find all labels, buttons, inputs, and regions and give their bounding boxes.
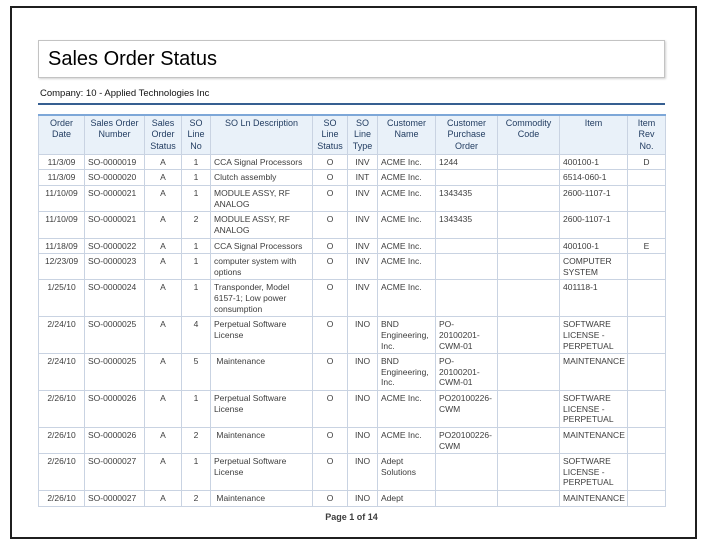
table-cell: ACME Inc. bbox=[378, 280, 436, 317]
table-cell: ACME Inc. bbox=[378, 391, 436, 428]
table-cell: A bbox=[145, 491, 182, 507]
column-header: SO Line Type bbox=[348, 115, 378, 154]
table-cell: O bbox=[313, 186, 348, 212]
table-cell: 2/24/10 bbox=[39, 317, 85, 354]
table-cell bbox=[498, 427, 560, 453]
table-cell: SOFTWARE LICENSE - PERPETUAL bbox=[560, 317, 628, 354]
table-row bbox=[39, 317, 666, 354]
table-cell: 1 bbox=[182, 280, 211, 317]
table-cell bbox=[628, 354, 666, 391]
table-cell: INV bbox=[348, 212, 378, 238]
page-title: Sales Order Status bbox=[48, 48, 217, 70]
table-cell: SO-0000025 bbox=[85, 317, 145, 354]
page-number: Page 1 of 14 bbox=[325, 511, 378, 522]
table-cell bbox=[498, 280, 560, 317]
table-cell: A bbox=[145, 154, 182, 170]
table-cell: SO-0000027 bbox=[85, 454, 145, 491]
table-cell: A bbox=[145, 280, 182, 317]
table-row bbox=[39, 212, 666, 238]
table-cell bbox=[498, 317, 560, 354]
table-cell: PO-20100201-CWM-01 bbox=[436, 354, 498, 391]
table-cell: ACME Inc. bbox=[378, 186, 436, 212]
company-header: Company: 10 - Applied Technologies Inc bbox=[38, 86, 665, 105]
column-header: SO Ln Description bbox=[211, 115, 313, 154]
column-header: Order Date bbox=[39, 115, 85, 154]
table-cell: 2600-1107-1 bbox=[560, 212, 628, 238]
table-cell: BND Engineering, Inc. bbox=[378, 317, 436, 354]
table-cell: O bbox=[313, 391, 348, 428]
report-page bbox=[10, 6, 697, 539]
table-cell: 1 bbox=[182, 154, 211, 170]
table-cell: 2/26/10 bbox=[39, 454, 85, 491]
table-cell: computer system with options bbox=[211, 254, 313, 280]
table-cell: 400100-1 bbox=[560, 238, 628, 254]
table-cell: Clutch assembly bbox=[211, 170, 313, 186]
table-cell: SOFTWARE LICENSE - PERPETUAL bbox=[560, 391, 628, 428]
table-cell: O bbox=[313, 238, 348, 254]
table-cell bbox=[498, 238, 560, 254]
table-cell: Maintenance bbox=[211, 354, 313, 391]
report-content bbox=[38, 40, 665, 522]
table-cell: MODULE ASSY, RF ANALOG bbox=[211, 186, 313, 212]
table-cell: CCA Signal Processors bbox=[211, 238, 313, 254]
table-cell bbox=[498, 212, 560, 238]
table-cell: ACME Inc. bbox=[378, 170, 436, 186]
table-row bbox=[39, 254, 666, 280]
table-cell: Perpetual Software License bbox=[211, 391, 313, 428]
table-cell: INV bbox=[348, 238, 378, 254]
table-cell: INO bbox=[348, 391, 378, 428]
table-cell: MAINTENANCE bbox=[560, 491, 628, 507]
table-header-row bbox=[39, 115, 666, 154]
table-cell: 11/18/09 bbox=[39, 238, 85, 254]
table-cell: 2/24/10 bbox=[39, 354, 85, 391]
table-cell: INO bbox=[348, 317, 378, 354]
table-cell: ACME Inc. bbox=[378, 154, 436, 170]
table-row bbox=[39, 427, 666, 453]
table-cell: 4 bbox=[182, 317, 211, 354]
table-cell: A bbox=[145, 254, 182, 280]
table-cell: A bbox=[145, 212, 182, 238]
column-header: Customer Name bbox=[378, 115, 436, 154]
table-cell: SO-0000021 bbox=[85, 186, 145, 212]
table-cell: O bbox=[313, 212, 348, 238]
column-header: SO Line Status bbox=[313, 115, 348, 154]
table-cell bbox=[628, 427, 666, 453]
table-cell: Perpetual Software License bbox=[211, 454, 313, 491]
table-cell bbox=[628, 454, 666, 491]
table-row bbox=[39, 391, 666, 428]
table-cell: SO-0000022 bbox=[85, 238, 145, 254]
table-cell: 1343435 bbox=[436, 186, 498, 212]
table-cell: SOFTWARE LICENSE - PERPETUAL bbox=[560, 454, 628, 491]
table-row bbox=[39, 186, 666, 212]
table-cell: MODULE ASSY, RF ANALOG bbox=[211, 212, 313, 238]
table-cell: ACME Inc. bbox=[378, 254, 436, 280]
table-cell bbox=[436, 491, 498, 507]
table-cell bbox=[628, 186, 666, 212]
table-cell: 11/3/09 bbox=[39, 154, 85, 170]
column-header: Item bbox=[560, 115, 628, 154]
table-cell: INO bbox=[348, 454, 378, 491]
table-cell: SO-0000021 bbox=[85, 212, 145, 238]
table-cell: SO-0000026 bbox=[85, 427, 145, 453]
table-cell: SO-0000026 bbox=[85, 391, 145, 428]
table-row bbox=[39, 238, 666, 254]
table-cell: 1 bbox=[182, 454, 211, 491]
table-cell: 6514-060-1 bbox=[560, 170, 628, 186]
table-cell: PO20100226-CWM bbox=[436, 427, 498, 453]
table-cell: O bbox=[313, 427, 348, 453]
table-cell: A bbox=[145, 391, 182, 428]
table-cell bbox=[498, 254, 560, 280]
table-row bbox=[39, 280, 666, 317]
table-cell: Transponder, Model 6157-1; Low power consumption bbox=[211, 280, 313, 317]
table-cell: D bbox=[628, 154, 666, 170]
table-cell bbox=[436, 280, 498, 317]
table-cell: 401118-1 bbox=[560, 280, 628, 317]
table-cell bbox=[628, 391, 666, 428]
table-cell: O bbox=[313, 354, 348, 391]
table-cell bbox=[436, 454, 498, 491]
table-cell: 1244 bbox=[436, 154, 498, 170]
table-cell bbox=[628, 317, 666, 354]
column-header: SO Line No bbox=[182, 115, 211, 154]
table-cell: PO-20100201-CWM-01 bbox=[436, 317, 498, 354]
table-row bbox=[39, 454, 666, 491]
table-cell: 1 bbox=[182, 238, 211, 254]
table-cell bbox=[628, 254, 666, 280]
table-cell: 1 bbox=[182, 186, 211, 212]
table-cell: Adept Solutions bbox=[378, 454, 436, 491]
table-row bbox=[39, 170, 666, 186]
table-cell bbox=[498, 354, 560, 391]
table-cell: SO-0000020 bbox=[85, 170, 145, 186]
table-cell: 12/23/09 bbox=[39, 254, 85, 280]
table-cell: COMPUTER SYSTEM bbox=[560, 254, 628, 280]
column-header: Commodity Code bbox=[498, 115, 560, 154]
table-cell: CCA Signal Processors bbox=[211, 154, 313, 170]
table-cell: 1343435 bbox=[436, 212, 498, 238]
table-cell: ACME Inc. bbox=[378, 238, 436, 254]
table-cell: 11/10/09 bbox=[39, 186, 85, 212]
table-cell: 2 bbox=[182, 491, 211, 507]
table-cell bbox=[498, 391, 560, 428]
table-cell: INO bbox=[348, 354, 378, 391]
table-cell: 11/3/09 bbox=[39, 170, 85, 186]
table-cell: O bbox=[313, 154, 348, 170]
table-cell: INT bbox=[348, 170, 378, 186]
table-cell: A bbox=[145, 317, 182, 354]
table-cell: INO bbox=[348, 427, 378, 453]
table-cell: 5 bbox=[182, 354, 211, 391]
table-cell bbox=[628, 212, 666, 238]
table-cell bbox=[628, 491, 666, 507]
table-cell: O bbox=[313, 254, 348, 280]
table-row bbox=[39, 354, 666, 391]
table-cell: 2/26/10 bbox=[39, 427, 85, 453]
table-cell: MAINTENANCE bbox=[560, 354, 628, 391]
report-title-box bbox=[38, 40, 665, 78]
table-cell: INV bbox=[348, 280, 378, 317]
table-cell: SO-0000019 bbox=[85, 154, 145, 170]
table-cell bbox=[628, 170, 666, 186]
table-cell: INV bbox=[348, 186, 378, 212]
table-cell: E bbox=[628, 238, 666, 254]
table-row bbox=[39, 491, 666, 507]
table-cell: ACME Inc. bbox=[378, 427, 436, 453]
table-cell: Maintenance bbox=[211, 427, 313, 453]
column-header: Sales Order Number bbox=[85, 115, 145, 154]
table-cell: Maintenance bbox=[211, 491, 313, 507]
column-header: Customer Purchase Order bbox=[436, 115, 498, 154]
column-header: Item Rev No. bbox=[628, 115, 666, 154]
table-cell: 2/26/10 bbox=[39, 491, 85, 507]
table-row bbox=[39, 154, 666, 170]
table-cell: O bbox=[313, 454, 348, 491]
table-cell bbox=[498, 454, 560, 491]
table-cell: ACME Inc. bbox=[378, 212, 436, 238]
table-cell bbox=[436, 238, 498, 254]
table-cell: Perpetual Software License bbox=[211, 317, 313, 354]
table-cell: 2/26/10 bbox=[39, 391, 85, 428]
table-cell: PO20100226-CWM bbox=[436, 391, 498, 428]
table-cell: SO-0000024 bbox=[85, 280, 145, 317]
table-cell: A bbox=[145, 454, 182, 491]
table-cell: SO-0000027 bbox=[85, 491, 145, 507]
table-cell: BND Engineering, Inc. bbox=[378, 354, 436, 391]
table-cell: O bbox=[313, 280, 348, 317]
table-cell: 1 bbox=[182, 254, 211, 280]
table-cell: SO-0000025 bbox=[85, 354, 145, 391]
column-header: Sales Order Status bbox=[145, 115, 182, 154]
table-cell: O bbox=[313, 317, 348, 354]
table-cell: A bbox=[145, 186, 182, 212]
table-cell: 1 bbox=[182, 391, 211, 428]
table-cell: O bbox=[313, 170, 348, 186]
table-cell: INO bbox=[348, 491, 378, 507]
table-cell: 2 bbox=[182, 427, 211, 453]
table-cell: INV bbox=[348, 254, 378, 280]
table-cell: INV bbox=[348, 154, 378, 170]
table-cell bbox=[498, 186, 560, 212]
table-cell: 2600-1107-1 bbox=[560, 186, 628, 212]
table-cell bbox=[498, 170, 560, 186]
table-cell bbox=[436, 254, 498, 280]
table-cell: SO-0000023 bbox=[85, 254, 145, 280]
table-cell: 1/25/10 bbox=[39, 280, 85, 317]
table-cell: 11/10/09 bbox=[39, 212, 85, 238]
table-cell: A bbox=[145, 427, 182, 453]
table-cell bbox=[436, 170, 498, 186]
sales-order-table bbox=[38, 114, 666, 507]
table-body bbox=[39, 154, 666, 506]
table-cell: A bbox=[145, 238, 182, 254]
table-cell bbox=[498, 154, 560, 170]
table-cell: A bbox=[145, 354, 182, 391]
table-cell: O bbox=[313, 491, 348, 507]
table-cell: 400100-1 bbox=[560, 154, 628, 170]
table-cell bbox=[498, 491, 560, 507]
table-cell: 1 bbox=[182, 170, 211, 186]
table-cell: Adept bbox=[378, 491, 436, 507]
table-cell: A bbox=[145, 170, 182, 186]
table-cell bbox=[628, 280, 666, 317]
table-cell: MAINTENANCE bbox=[560, 427, 628, 453]
table-cell: 2 bbox=[182, 212, 211, 238]
